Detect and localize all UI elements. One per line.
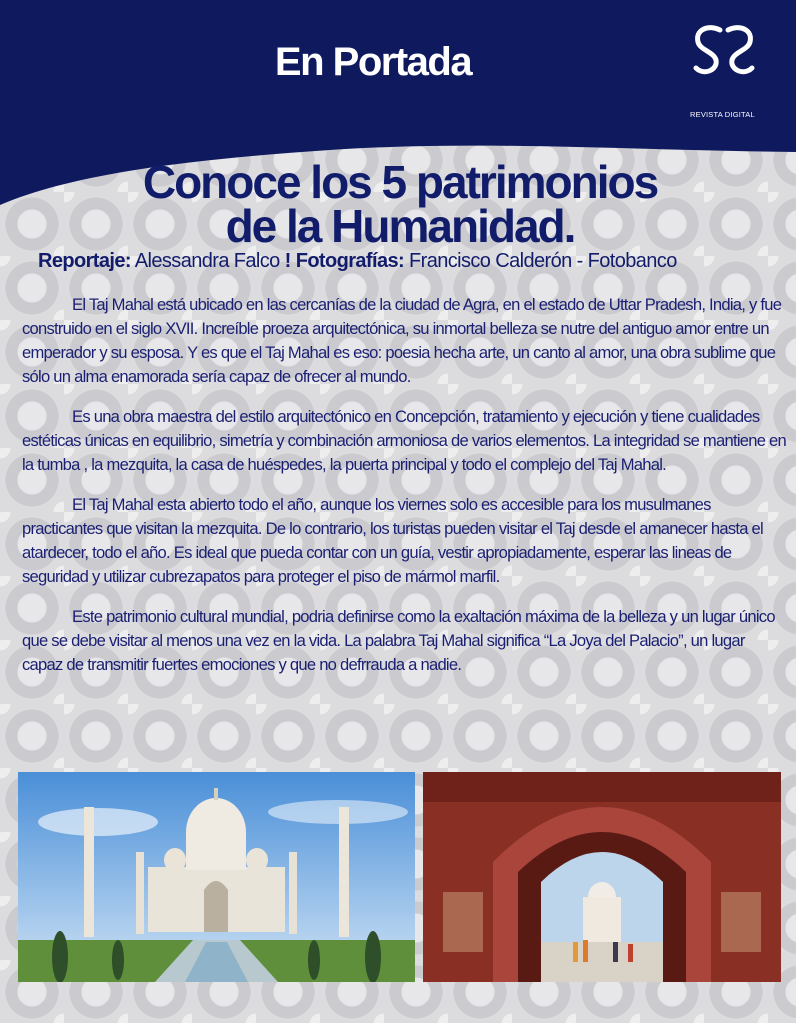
magazine-logo	[690, 22, 758, 82]
logo-caption: REVISTA DIGITAL	[690, 110, 755, 119]
taj-mahal-photo	[18, 772, 415, 982]
taj-mahal-arch-photo	[423, 772, 781, 982]
article-paragraph: El Taj Mahal esta abierto todo el año, aunque los viernes solo es accesible para los musulmanes practicantes que visitan la mezquita. De lo contrario, los turistas pueden visitar el Taj desde el amanecer hasta el atardecer, todo el año. Es ideal que pueda contar con un guía, vestir apropiadamente, esperar las lineas de seguridad y utilizar cubrezapatos para proteger el piso de mármol marfil.	[22, 495, 763, 586]
headline-line-2: de la Humanidad.	[225, 200, 575, 252]
article-body	[22, 293, 786, 693]
report-author: Alessandra Falco	[134, 250, 280, 272]
photo-author: Francisco Calderón - Fotobanco	[409, 250, 677, 272]
article-paragraph: El Taj Mahal está ubicado en las cercanías de la ciudad de Agra, en el estado de Uttar Pradesh, India, y fue construido en el siglo XVII. Increíble proeza arquitectónica, su inmortal belleza se nutre del antiguo amor entre un emperador y su esposa. Y es que el Taj Mahal es eso: poesia hecha arte, un canto al amor, una obra sublime que sólo un alma enamorada sería capaz de ofrecer al mundo.	[22, 295, 782, 386]
section-title: En Portada	[274, 40, 472, 84]
report-label: Reportaje:	[38, 250, 131, 272]
article-paragraph: Es una obra maestra del estilo arquitectónico en Concepción, tratamiento y ejecución y tiene cualidades estéticas únicas en equilibrio, simetría y combinación armoniosa de varios elementos. La integridad se mantiene en la tumba , la mezquita, la casa de huéspedes, la puerta principal y todo el complejo del Taj Mahal.	[22, 407, 787, 474]
byline	[38, 250, 788, 273]
byline-separator: !	[284, 250, 291, 272]
photo-label: Fotografías:	[295, 250, 405, 272]
article-paragraph: Este patrimonio cultural mundial, podria definirse como la exaltación máxima de la belleza y un lugar único que se debe visitar al menos una vez en la vida. La palabra Taj Mahal significa “La Joya del Palacio”, un lugar capaz de transmitir fuertes emociones y que no defrrauda a nadie.	[22, 607, 775, 674]
headline-line-1: Conoce los 5 patrimonios	[142, 156, 658, 208]
article-headline	[100, 156, 700, 252]
